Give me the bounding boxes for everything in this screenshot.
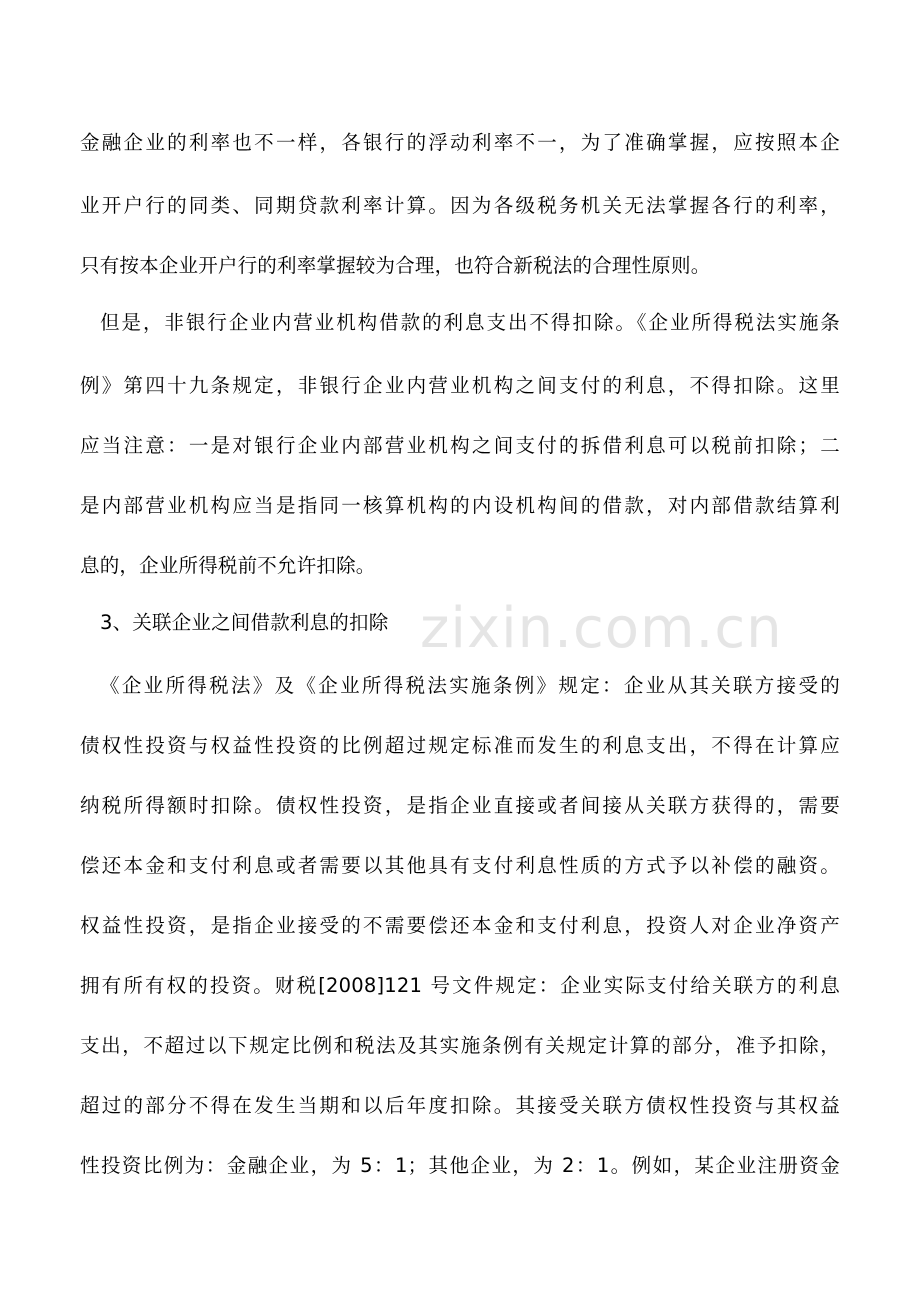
paragraph-line-16: 支出，不超过以下规定比例和税法及其实施条例有关规定计算的部分，准予扣除，: [80, 1034, 840, 1057]
section-heading: 3、关联企业之间借款利息的扣除: [100, 611, 389, 634]
paragraph-line-6: 应当注意：一是对银行企业内部营业机构之间支付的拆借利息可以税前扣除；二: [80, 434, 840, 457]
paragraph-line-3: 只有按本企业开户行的利率掌握较为合理，也符合新税法的合理性原则。: [80, 254, 711, 277]
paragraph-line-10: 《企业所得税法》及《企业所得税法实施条例》规定：企业从其关联方接受的: [100, 674, 840, 697]
paragraph-line-11: 债权性投资与权益性投资的比例超过规定标准而发生的利息支出，不得在计算应: [80, 734, 840, 757]
paragraph-line-15: 拥有所有权的投资。财税[2008]121 号文件规定：企业实际支付给关联方的利息: [80, 974, 840, 997]
paragraph-line-4: 但是，非银行企业内营业机构借款的利息支出不得扣除。《企业所得税法实施条: [100, 311, 840, 334]
paragraph-line-14: 权益性投资，是指企业接受的不需要偿还本金和支付利息，投资人对企业净资产: [80, 914, 840, 937]
paragraph-line-7: 是内部营业机构应当是指同一核算机构的内设机构间的借款，对内部借款结算利: [80, 494, 840, 517]
paragraph-line-12: 纳税所得额时扣除。债权性投资，是指企业直接或者间接从关联方获得的，需要: [80, 794, 840, 817]
watermark-text: zixin.com.cn: [420, 596, 783, 661]
paragraph-line-2: 业开户行的同类、同期贷款利率计算。因为各级税务机关无法掌握各行的利率，: [80, 194, 840, 217]
paragraph-line-13: 偿还本金和支付利息或者需要以其他具有支付利息性质的方式予以补偿的融资。: [80, 854, 840, 877]
paragraph-line-1: 金融企业的利率也不一样，各银行的浮动利率不一，为了准确掌握，应按照本企: [80, 131, 840, 154]
paragraph-line-5: 例》第四十九条规定，非银行企业内营业机构之间支付的利息，不得扣除。这里: [80, 374, 840, 397]
paragraph-line-17: 超过的部分不得在发生当期和以后年度扣除。其接受关联方债权性投资与其权益: [80, 1094, 840, 1117]
paragraph-line-8: 息的，企业所得税前不允许扣除。: [80, 554, 376, 577]
paragraph-line-18: 性投资比例为：金融企业，为 5：1；其他企业，为 2：1。例如，某企业注册资金: [80, 1154, 840, 1177]
